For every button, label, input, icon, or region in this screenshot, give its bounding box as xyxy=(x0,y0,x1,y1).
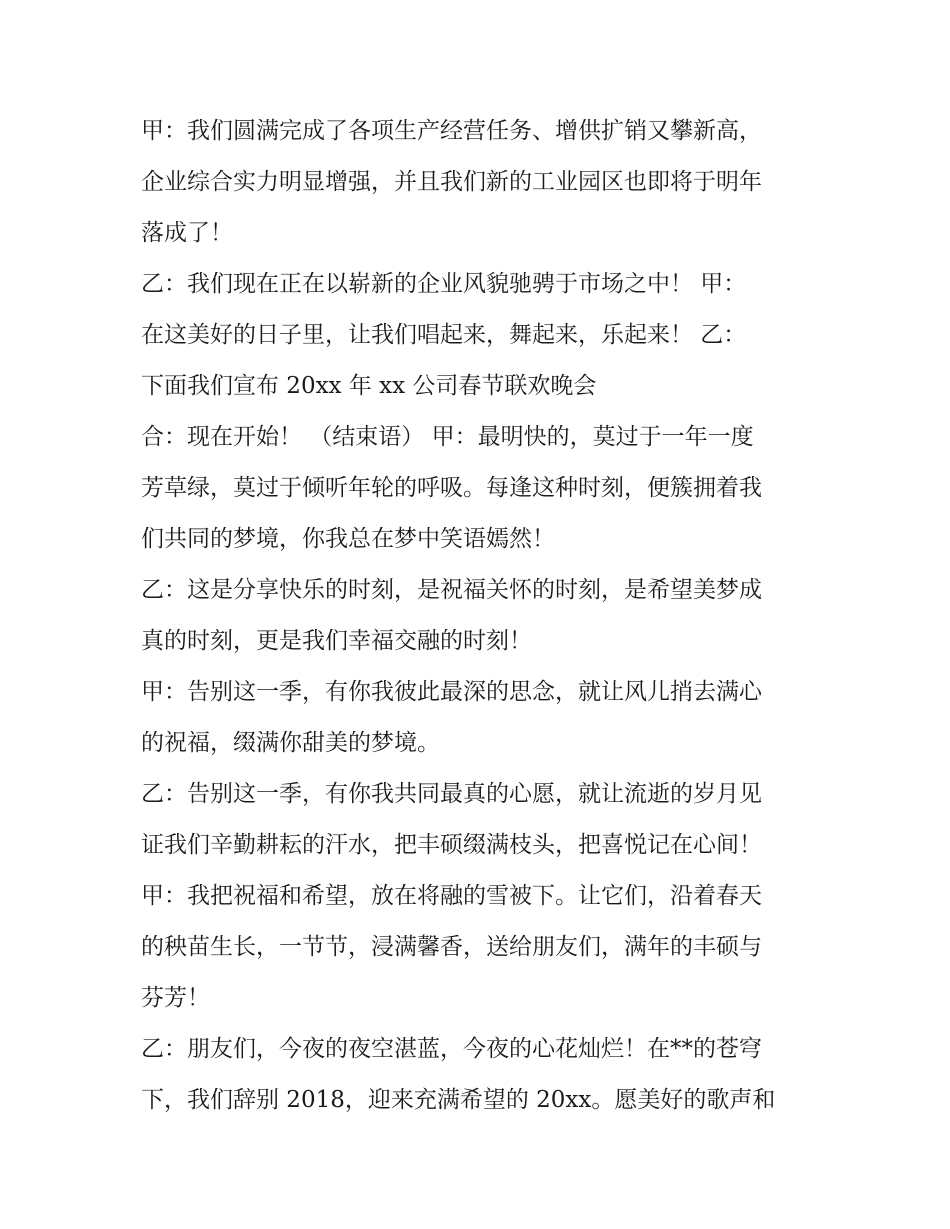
text-line: 乙：朋友们，今夜的夜空湛蓝，今夜的心花灿烂！在**的苍穹 xyxy=(141,1036,762,1062)
text-line: 的秧苗生长，一节节，浸满馨香，送给朋友们，满年的丰硕与 xyxy=(141,934,762,960)
text-line: 们共同的梦境，你我总在梦中笑语嫣然！ xyxy=(141,526,555,552)
text-line: 真的时刻，更是我们幸福交融的时刻！ xyxy=(141,628,532,654)
text-line: 甲：告别这一季，有你我彼此最深的思念，就让风儿捎去满心 xyxy=(141,679,762,705)
text-line: 乙：这是分享快乐的时刻，是祝福关怀的时刻，是希望美梦成 xyxy=(141,577,762,603)
script-text xyxy=(141,106,821,1126)
text-line: 下面我们宣布 20xx 年 xx 公司春节联欢晚会 xyxy=(141,373,597,399)
text-line: 乙：我们现在正在以崭新的企业风貌驰骋于市场之中！ 甲： xyxy=(141,271,747,297)
text-line: 甲：我把祝福和希望，放在将融的雪被下。让它们，沿着春天 xyxy=(141,883,762,909)
text-line: 证我们辛勤耕耘的汗水，把丰硕缀满枝头，把喜悦记在心间！ xyxy=(141,832,762,858)
text-line: 下，我们辞别 2018，迎来充满希望的 20xx。愿美好的歌声和 xyxy=(141,1087,776,1113)
text-line: 芳草绿，莫过于倾听年轮的呼吸。每逢这种时刻，便簇拥着我 xyxy=(141,475,762,501)
text-line: 的祝福，缀满你甜美的梦境。 xyxy=(141,730,440,756)
text-line: 合：现在开始！ （结束语） 甲：最明快的，莫过于一年一度 xyxy=(141,424,754,450)
text-line: 芬芳！ xyxy=(141,985,210,1011)
text-line: 在这美好的日子里，让我们唱起来，舞起来，乐起来！ 乙： xyxy=(141,322,747,348)
text-line: 甲：我们圆满完成了各项生产经营任务、增供扩销又攀新高， xyxy=(141,118,762,144)
text-line: 企业综合实力明显增强，并且我们新的工业园区也即将于明年 xyxy=(141,169,762,195)
text-line: 落成了！ xyxy=(141,220,233,246)
text-line: 乙：告别这一季，有你我共同最真的心愿，就让流逝的岁月见 xyxy=(141,781,762,807)
